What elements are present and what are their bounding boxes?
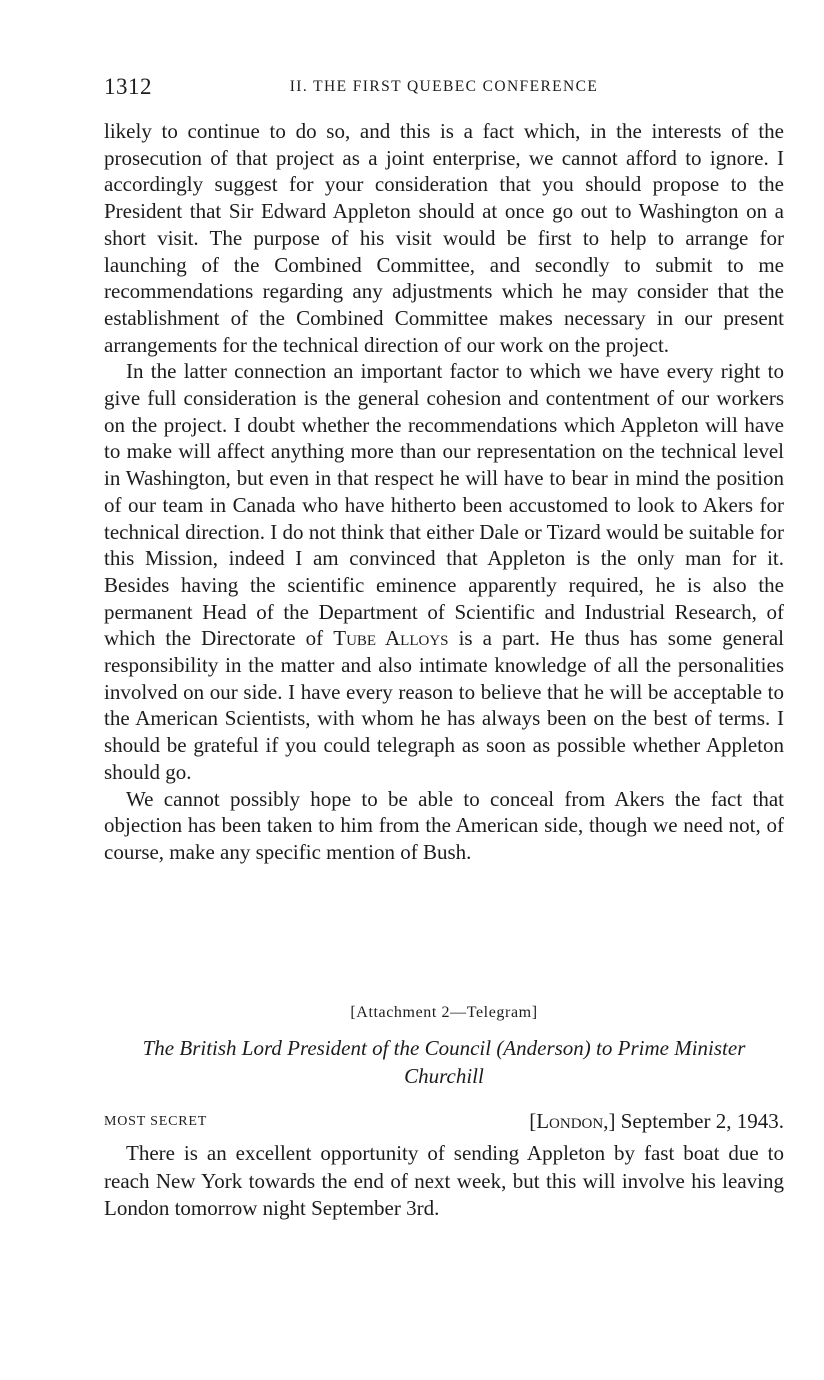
dateline-place: London [536,1109,604,1133]
running-head: II. THE FIRST QUEBEC CONFERENCE [289,78,599,95]
body-text [104,118,784,866]
page-number: 1312 [104,74,152,99]
paragraph-connection [104,358,784,785]
telegram-paragraph: There is an excellent opportunity of sending Appleton by fast boat due to reach New York towards the end of next week, but this will involve his leaving London tomorrow night September 3rd. [104,1141,784,1220]
paragraph-continuation: likely to continue to do so, and this is a fact which, in the interests of the prosecution of that project as a joint enterprise, we cannot afford to ignore. I accordingly suggest for your consideration that you should propose to the President that Sir Edward Appleton should at once go out to Washington on a short visit. The purpose of his visit would be first to help to arrange for launching of the Combined Committee, and secondly to submit to me recommendations regarding any adjustments which he may consider that the establishment of the Combined Committee makes necessary in our present arrangements for the technical direction of our work on the project. [104,119,784,357]
paragraph-connection-text-2: is a part. He thus has some general responsibility in the matter and also intimate knowledge of all the personalities involved on our side. I have every reason to believe that he will be acceptable to the American Scientists, with whom he has always been on the best of terms. I should be grateful if you could telegraph as soon as possible whether Appleton should go. [104,626,784,784]
dateline [529,1109,784,1134]
dateline-bracket: [ [529,1109,537,1133]
classification-label: MOST SECRET [104,1114,208,1129]
document-title: The British Lord President of the Council (Anderson) to Prime Minister Churchill [142,1036,746,1088]
attachment-label: [Attachment 2—Telegram] [350,1004,538,1021]
telegram-body [104,1140,784,1223]
dateline-date: ,] September 2, 1943. [603,1109,784,1133]
page-header [104,74,784,104]
paragraph-akers: We cannot possibly hope to be able to conceal from Akers the fact that objection has been taken to him from the American side, though we need not, of course, make any specific mention of Bush. [104,786,784,864]
paragraph-connection-text-1: In the latter connection an important factor to which we have every right to give full consideration is the general cohesion and contentment of our workers on the project. I doubt whether the recommendations which Appleton will have to make will affect anything more than our representation on the technical level in Washington, but even in that respect he will have to bear in mind the position of our team in Canada who have hitherto been accustomed to look to Akers for technical direction. I do not think that either Dale or Tizard would be suitable for this Mission, indeed I am convinced that Appleton is the only man for it. Besides having the scientific eminence apparently required, he is also the permanent Head of the Department of Scientific and Industrial Research, of which the Directorate of [104,359,784,651]
tube-alloys-term: Tube Alloys [333,626,449,651]
